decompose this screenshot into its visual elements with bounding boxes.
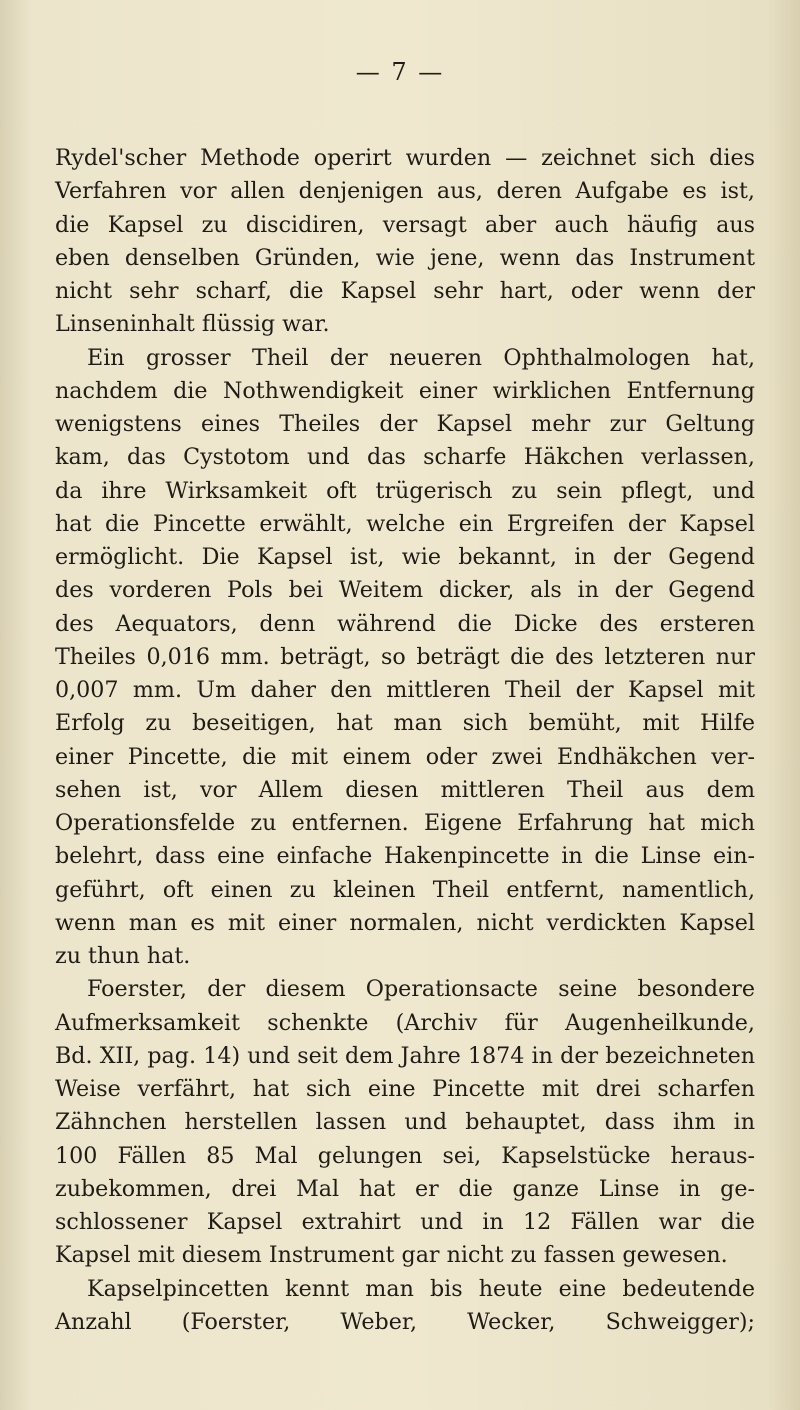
text-line: einer Pincette, die mit einem oder zwei Endhäkchen ver- [55, 743, 755, 770]
text-line: Theiles 0,016 mm. beträgt, so beträgt die des letzteren nur [55, 643, 755, 670]
text-line: 0,007 mm. Um daher den mittleren Theil der Kapsel mit [55, 677, 755, 703]
text-line: Verfahren vor allen denjenigen aus, deren Aufgabe es ist, [55, 178, 755, 205]
text-line: geführt, oft einen zu kleinen Theil entfernt, namentlich, [55, 876, 755, 903]
text-line: des Aequators, denn während die Dicke des ersteren [55, 610, 755, 637]
text-line: des vorderen Pols bei Weitem dicker, als in der Gegend [55, 577, 755, 604]
text-line: hat die Pincette erwählt, welche ein Ergreifen der Kapsel [55, 510, 755, 537]
text-line: ermöglicht. Die Kapsel ist, wie bekannt, in der Gegend [55, 544, 755, 570]
text-line: Aufmerksamkeit schenkte (Archiv für Augenheilkunde, [55, 1009, 755, 1036]
text-line: 100 Fällen 85 Mal gelungen sei, Kapselstücke heraus- [55, 1142, 755, 1169]
text-line: zubekommen, drei Mal hat er die ganze Linse in ge- [55, 1175, 755, 1202]
text-line: Ein grosser Theil der neueren Ophthalmologen hat, [87, 344, 755, 371]
text-line: die Kapsel zu discidiren, versagt aber auch häufig aus [55, 211, 755, 238]
text-line: kam, das Cystotom und das scharfe Häkchen verlassen, [55, 444, 755, 471]
text-line: Kapsel mit diesem Instrument gar nicht zu fassen gewesen. [55, 1242, 728, 1269]
text-line: Weise verfährt, hat sich eine Pincette mit drei scharfen [55, 1076, 755, 1102]
text-line: Bd. XII, pag. 14) und seit dem Jahre 1874 in der bezeichneten [55, 1042, 755, 1069]
text-line: nachdem die Nothwendigkeit einer wirklichen Entfernung [55, 377, 755, 404]
body-text [55, 142, 755, 1339]
text-line: da ihre Wirksamkeit oft trügerisch zu sein pflegt, und [55, 477, 755, 504]
text-line: zu thun hat. [55, 943, 191, 969]
text-line: schlossener Kapsel extrahirt und in 12 Fällen war die [55, 1209, 755, 1235]
text-line: belehrt, dass eine einfache Hakenpincette in die Linse ein- [55, 843, 755, 870]
text-line: Linseninhalt flüssig war. [55, 311, 330, 338]
page-number: — 7 — [355, 58, 445, 86]
text-line: Operationsfelde zu entfernen. Eigene Erfahrung hat mich [55, 810, 755, 836]
text-line: Anzahl (Foerster, Weber, Wecker, Schweigger); [55, 1308, 755, 1335]
text-line: eben denselben Gründen, wie jene, wenn das Instrument [55, 244, 755, 271]
text-line: wenn man es mit einer normalen, nicht verdickten Kapsel [55, 909, 755, 936]
text-line: Kapselpincetten kennt man bis heute eine bedeutende [87, 1275, 755, 1302]
text-line: Erfolg zu beseitigen, hat man sich bemüht, mit Hilfe [55, 710, 755, 737]
text-line: wenigstens eines Theiles der Kapsel mehr zur Geltung [55, 411, 755, 437]
text-line: Foerster, der diesem Operationsacte seine besondere [87, 976, 755, 1003]
text-line: Rydel'scher Methode operirt wurden — zeichnet sich dies [55, 145, 755, 171]
text-line: nicht sehr scharf, die Kapsel sehr hart, oder wenn der [55, 278, 755, 304]
text-line: sehen ist, vor Allem diesen mittleren Theil aus dem [55, 776, 755, 803]
text-line: Zähnchen herstellen lassen und behauptet, dass ihm in [55, 1109, 755, 1136]
